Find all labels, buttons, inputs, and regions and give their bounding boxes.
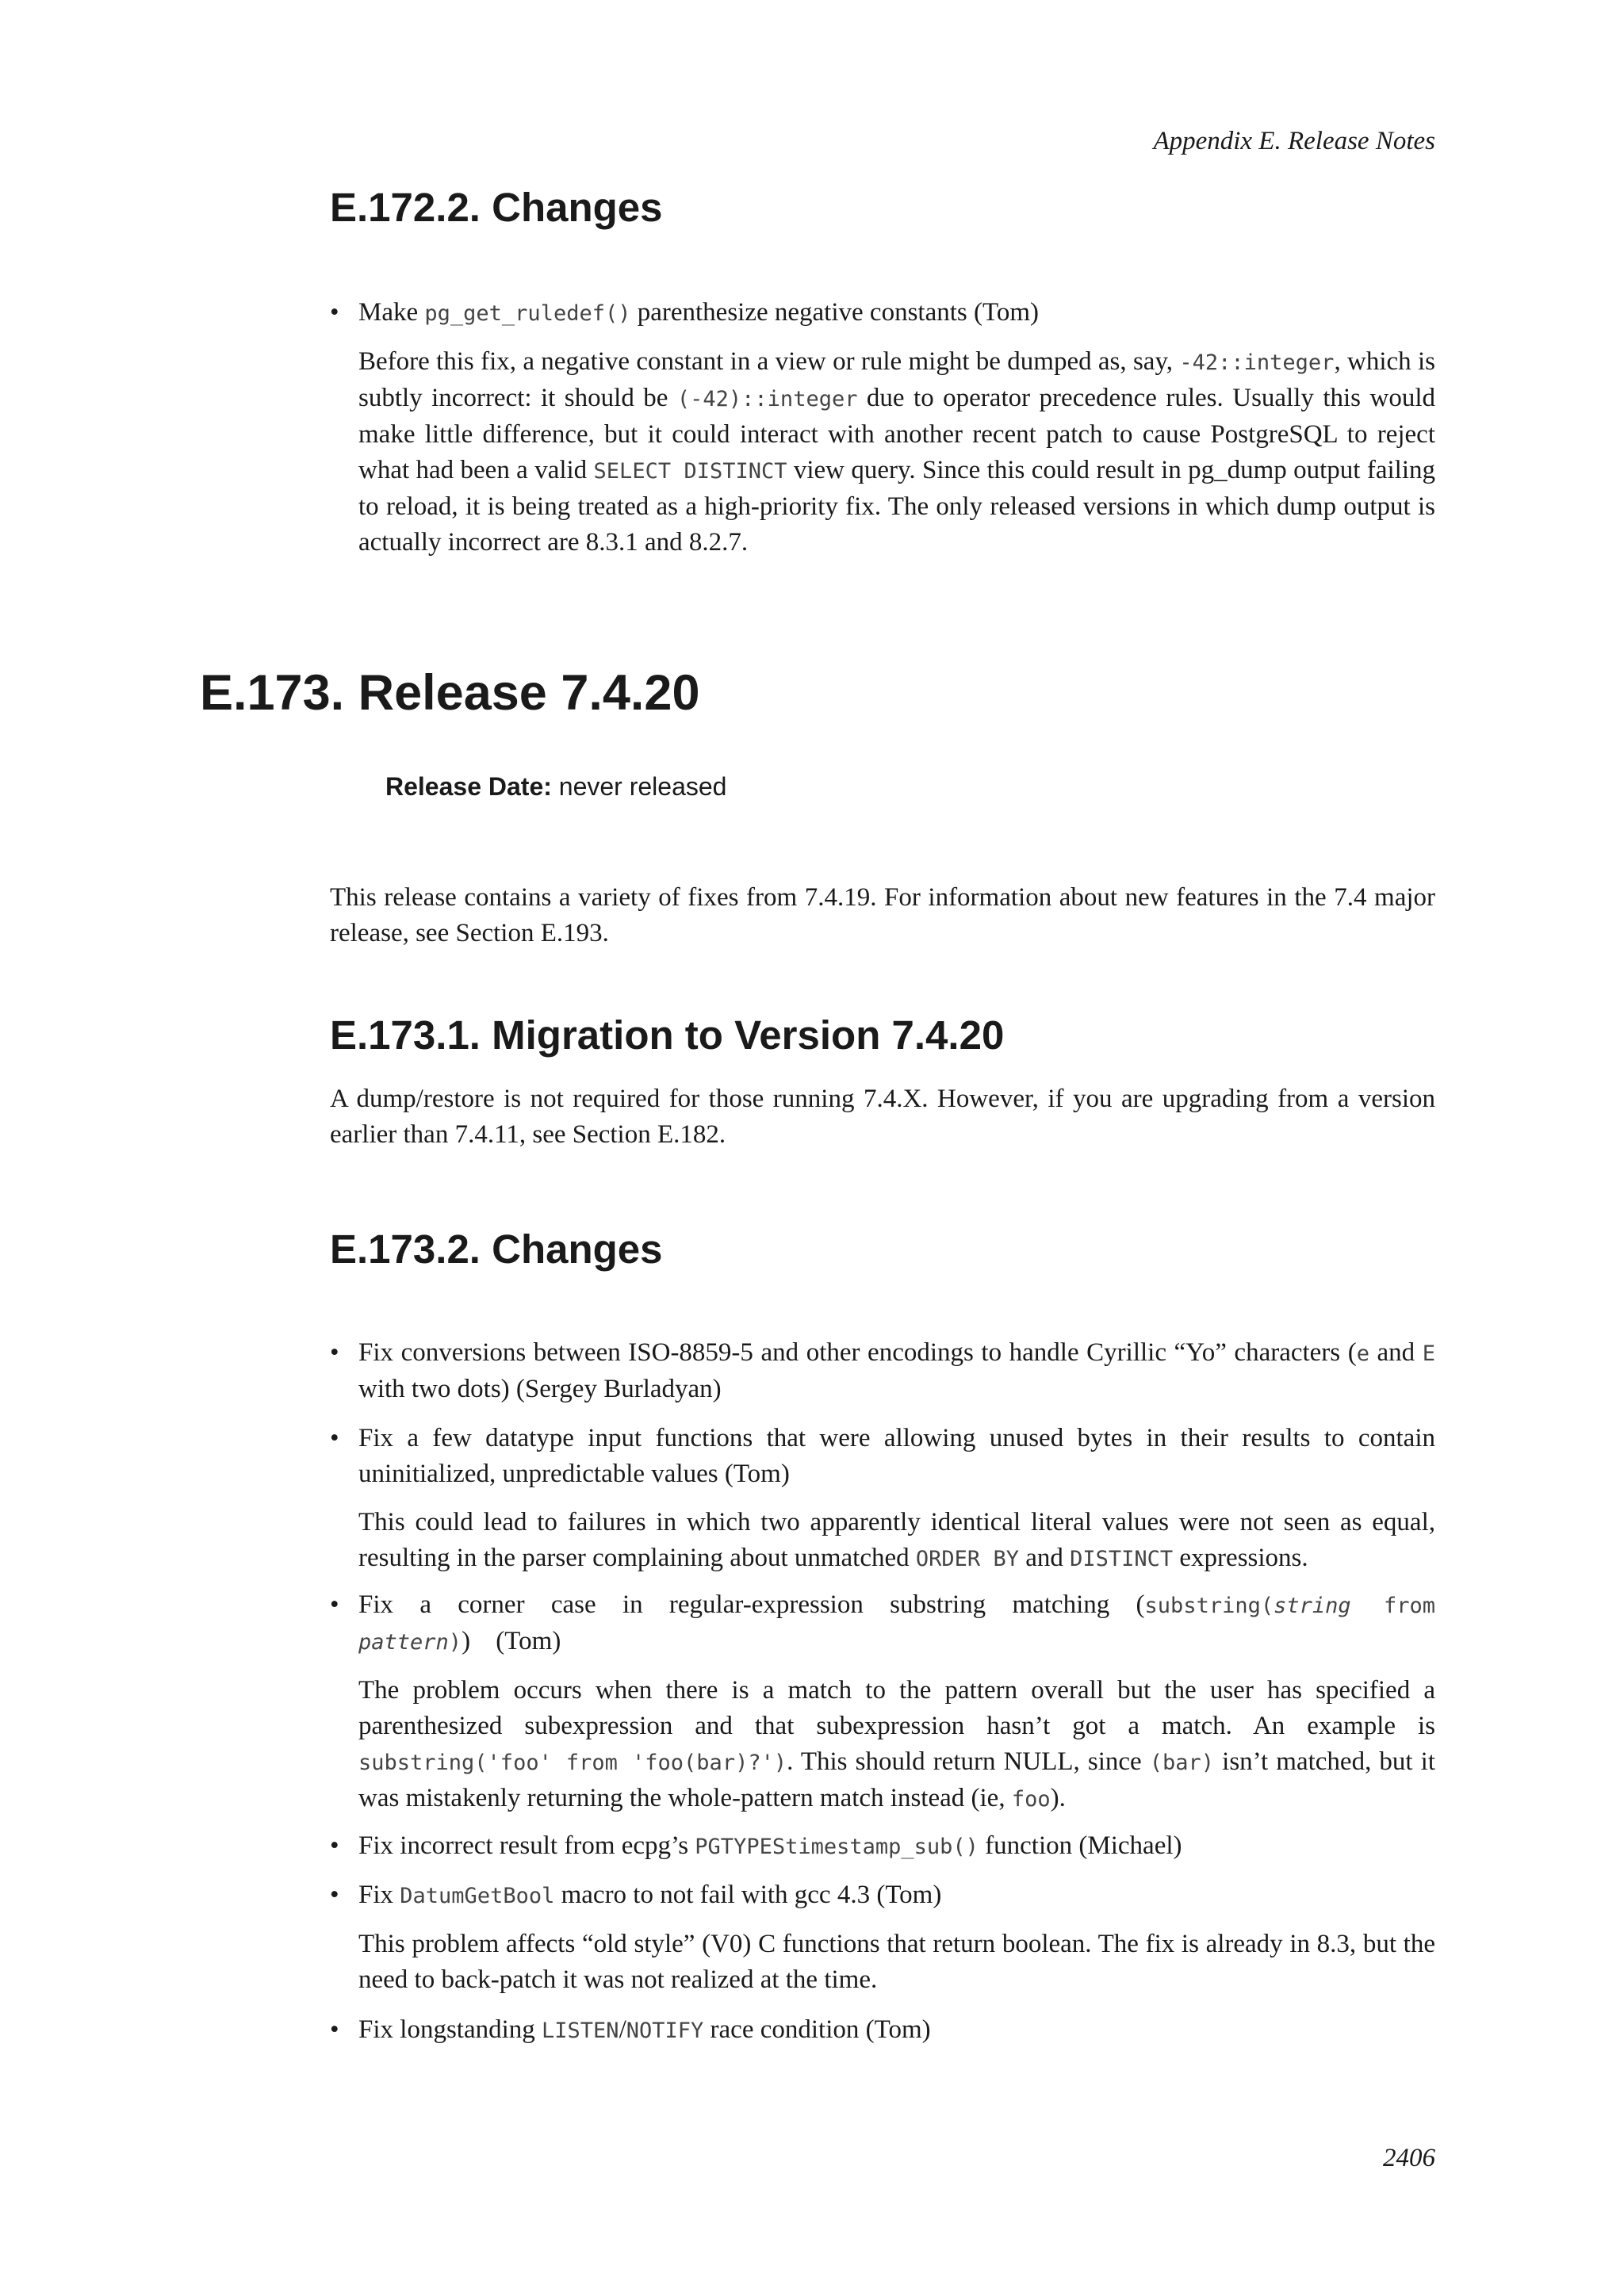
list-item <box>330 1877 1435 1998</box>
release-date <box>385 772 726 802</box>
bullet: • <box>330 1424 339 1452</box>
release-date-value: never released <box>551 772 727 801</box>
item-text: Fix incorrect result from ecpg’s PGTYPEStimestamp_sub() function (Michael) <box>358 1831 1182 1860</box>
item-detail: Before this fix, a negative constant in a view or rule might be dumped as, say, -42::integer, which is subtly incorrect: it should be (-42)::integer due to operator precedence rules. Usually this would make little difference, but it could interact with another recent patch to cause PostgreSQL to reject what had been a valid SELECT DISTINCT view query. Since this could result in pg_dump output failing to reload, it is being treated as a high-priority fix. The only released versions in which dump output is actually incorrect are 8.3.1 and 8.2.7. <box>358 347 1435 557</box>
item-text: Fix DatumGetBool macro to not fail with gcc 4.3 (Tom) <box>358 1881 942 1909</box>
bullet: • <box>330 1590 339 1619</box>
page-number: 2406 <box>1383 2144 1435 2172</box>
section-heading-e172-2: E.172.2. Changes <box>330 185 663 230</box>
item-text: Fix conversions between ISO-8859-5 and other encodings to handle Cyrillic “Yo” characters (e and E with two dots) (Sergey Burladyan) <box>358 1338 1435 1403</box>
list-item <box>330 1828 1435 1865</box>
bullet: • <box>330 2015 339 2044</box>
item-text: Fix a few datatype input functions that were allowing unused bytes in their results to contain uninitialized, unpredictable values (Tom) <box>358 1424 1435 1488</box>
item-text: Fix a corner case in regular-expression substring matching (substring(string from pattern)) (Tom) <box>358 1590 1435 1655</box>
list-item <box>330 2012 1435 2049</box>
list-item <box>330 1587 1435 1817</box>
list-item <box>330 1421 1435 1577</box>
bullet: • <box>330 298 339 327</box>
section-heading-e173-2: E.173.2. Changes <box>330 1226 663 1272</box>
item-detail: This problem affects “old style” (V0) C functions that return boolean. The fix is already in 8.3, but the need to back-patch it was not realized at the time. <box>358 1930 1435 1994</box>
item-text: Fix longstanding LISTEN/NOTIFY race condition (Tom) <box>358 2015 931 2044</box>
section-heading-e173-1: E.173.1. Migration to Version 7.4.20 <box>330 1012 1005 1058</box>
release-date-label: Release Date: <box>385 772 552 801</box>
list-item <box>330 295 1435 561</box>
item-text: Make pg_get_ruledef() parenthesize negative constants (Tom) <box>358 298 1039 327</box>
list-item <box>330 1335 1435 1407</box>
running-header: Appendix E. Release Notes <box>1153 127 1435 155</box>
section-heading-e173: E.173. Release 7.4.20 <box>200 665 700 721</box>
bullet: • <box>330 1831 339 1860</box>
item-detail: This could lead to failures in which two apparently identical literal values were not seen as equal, resulting in the parser complaining about unmatched ORDER BY and DISTINCT expressions. <box>358 1508 1435 1572</box>
release-intro: This release contains a variety of fixes from 7.4.19. For information about new features in the 7.4 major release, see Section E.193. <box>330 883 1435 947</box>
migration-text: A dump/restore is not required for those running 7.4.X. However, if you are upgrading from a version earlier than 7.4.11, see Section E.182. <box>330 1085 1435 1149</box>
item-detail: The problem occurs when there is a match to the pattern overall but the user has specified a parenthesized subexpression and that subexpression hasn’t got a match. An example is substring('foo' from 'foo(bar)?'). This should return NULL, since (bar) isn’t matched, but it was mistakenly returning the whole-pattern match instead (ie, foo). <box>358 1676 1436 1812</box>
bullet: • <box>330 1881 339 1909</box>
bullet: • <box>330 1338 339 1367</box>
